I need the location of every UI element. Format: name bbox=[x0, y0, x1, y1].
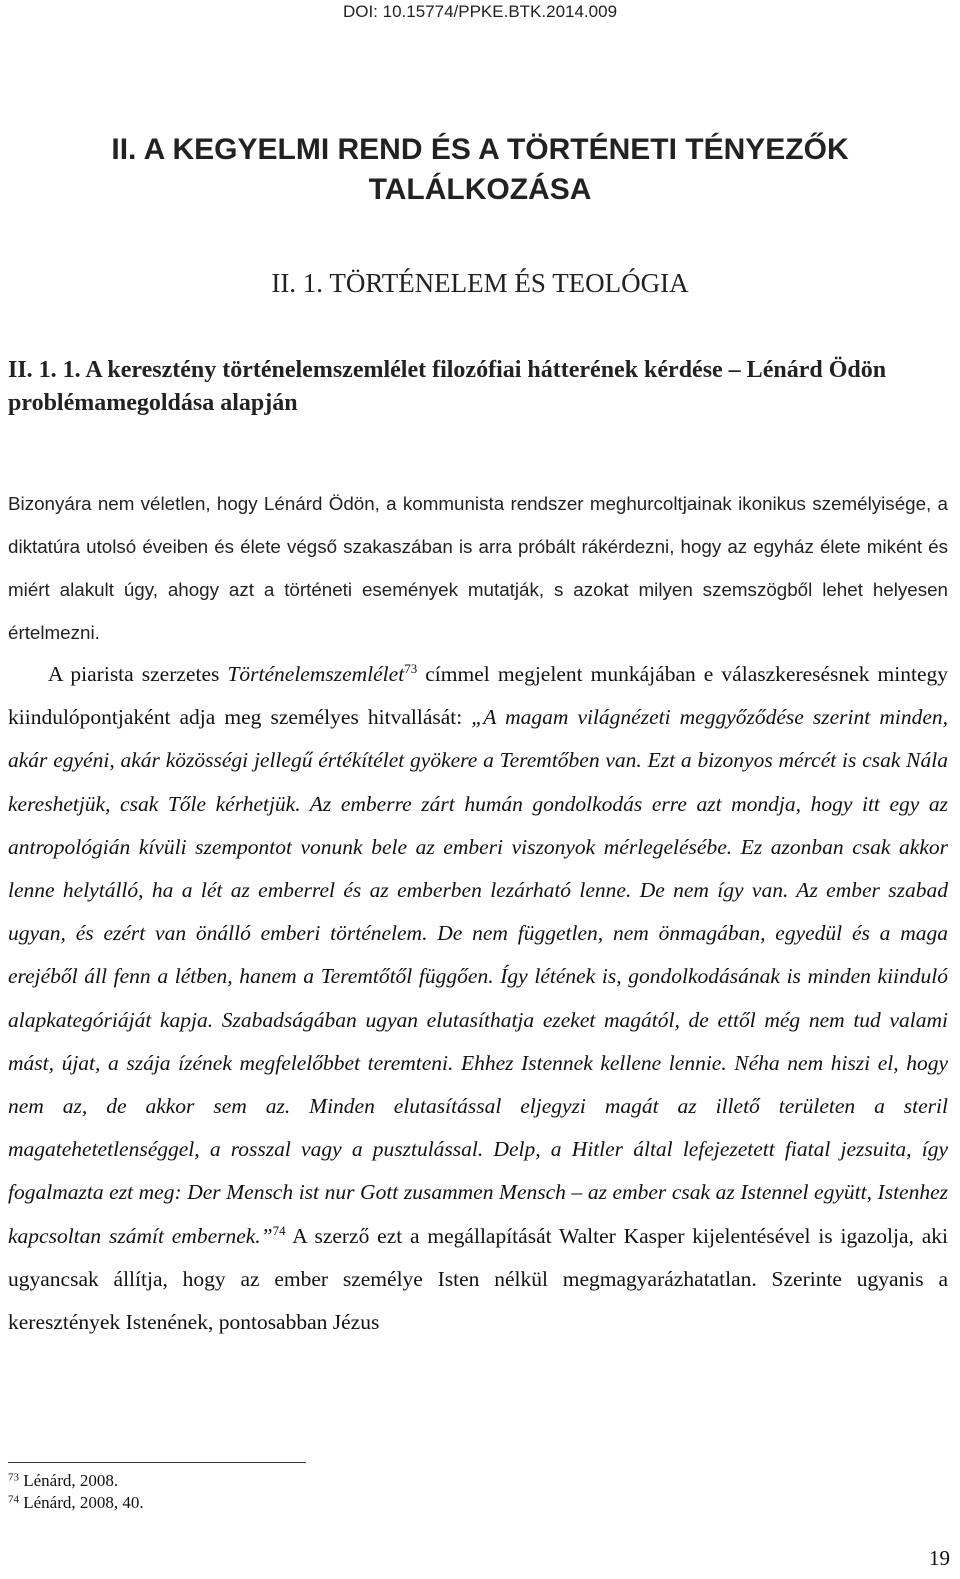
footnote bbox=[8, 1470, 608, 1492]
footnote-text: Lénárd, 2008, 40. bbox=[23, 1493, 144, 1512]
footnote-number: 74 bbox=[8, 1493, 19, 1506]
footnotes bbox=[8, 1470, 608, 1514]
intro-paragraph: Bizonyára nem véletlen, hogy Lénárd Ödön, a kommunista rendszer meghurcoltjainak ikonikus személyisége, a diktatúra utolsó éveiben és élete végső szakaszában is arra próbált rákérdezni, hogy az egyház élete miként és miért alakult úgy, ahogy azt a történeti események mutatják, s azokat milyen szemszögből lehet helyesen értelmezni. bbox=[8, 493, 948, 643]
section-title: II. 1. TÖRTÉNELEM ÉS TEOLÓGIA bbox=[271, 268, 689, 298]
text-run: A piarista szerzetes bbox=[48, 662, 228, 686]
main-paragraph bbox=[8, 653, 948, 1344]
footnote-ref-74[interactable]: 74 bbox=[272, 1222, 286, 1238]
text-run: címmel megjelent munkájában e válaszkeresésnek mintegy kiindulópontjaként adja meg személyes hitvallását: bbox=[8, 662, 948, 730]
chapter-title: II. A KEGYELMI REND ÉS A TÖRTÉNETI TÉNYEZŐK TALÁLKOZÁSA bbox=[111, 133, 849, 206]
footnote-number: 73 bbox=[8, 1471, 19, 1484]
text-run: A szerző ezt a megállapítását Walter Kasper kijelentésével is igazolja, aki ugyancsak állítja, hogy az ember személye Isten nélkül megmagyarázhatatlan. Szerinte ugyanis a keresztények Istenének, pontosabban Jézus bbox=[8, 1223, 948, 1335]
quotation: „A magam világnézeti meggyőződése szerint minden, akár egyéni, akár közösségi jellegű értékítélet gyökere a Teremtőben van. Ezt a bizonyos mércét is csak Nála kereshetjük, csak Tőle kérhetjük. Az emberre zárt humán gondolkodás erre azt mondja, hogy itt egy az antropológián kívüli szempontot vonunk bele az emberi viszonyok mérlegelésébe. Ez azonban csak akkor lenne helytálló, ha a lét az emberrel és az emberben lezárható lenne. De nem így van. Az ember szabad ugyan, és ezért van önálló emberi történelem. De nem független, nem önmagában, egyedül és a maga erejéből áll fenn a létben, hanem a Teremtőtől függően. Így létének is, gondolkodásának is minden kiinduló alapkategóriáját kapja. Szabadságában ugyan elutasíthatja ezeket magától, de ettől még nem tud valami mást, újat, a szája ízének megfelelőbbet teremteni. Ehhez Istennek kellene lennie. Néha nem hiszi el, hogy nem az, de akkor sem az. Minden elutasítással eljegyzi magát az illető területen a steril magatehetetlenséggel, a rosszal vagy a pusztulással. Delp, a Hitler által lefejezetett fiatal jezsuita, így fogalmazta ezt meg: Der Mensch ist nur Gott zusammen Mensch – az ember csak az Istennel együtt, Istenhez kapcsoltan számít embernek.” bbox=[8, 705, 948, 1248]
main-text bbox=[8, 653, 948, 1344]
doi-header: DOI: 10.15774/PPKE.BTK.2014.009 bbox=[342, 2, 618, 21]
footnote-ref-73[interactable]: 73 bbox=[404, 661, 418, 677]
footnote-text: Lénárd, 2008. bbox=[23, 1471, 119, 1490]
footnote bbox=[8, 1492, 608, 1514]
book-title: Történelemszemlélet bbox=[227, 662, 405, 686]
footnote-separator bbox=[8, 1462, 306, 1463]
subsection-title: II. 1. 1. A keresztény történelemszemlélet filozófiai hátterének kérdése – Lénárd Ödön problémamegoldása alapján bbox=[8, 357, 887, 416]
page-number: 19 bbox=[929, 1546, 950, 1570]
